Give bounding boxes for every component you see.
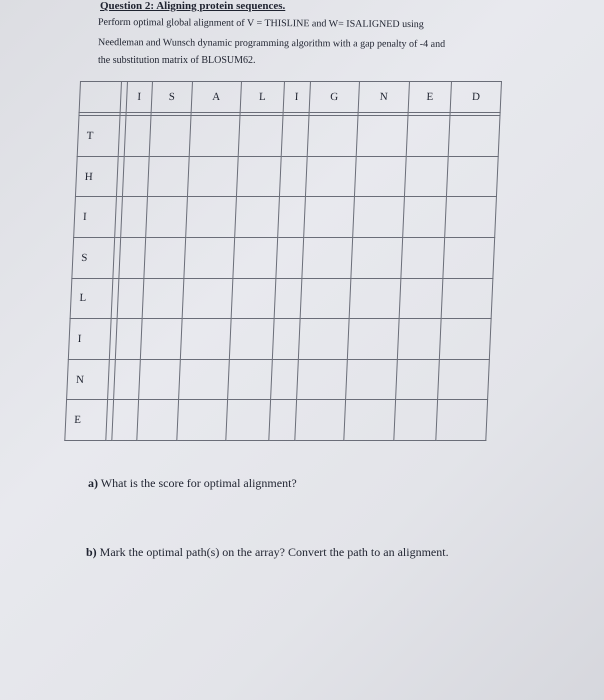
matrix-cell (185, 197, 236, 238)
question-line-2: Needleman and Wunsch dynamic programming algorithm with a gap penalty of -4 and (97, 37, 446, 50)
question-a (88, 476, 297, 491)
row-letter-cell (68, 319, 111, 360)
matrix-row (70, 278, 493, 319)
matrix-cell (124, 116, 152, 157)
matrix-cell (120, 197, 148, 238)
matrix-cell (187, 156, 238, 197)
row-letter: E (73, 414, 82, 427)
matrix-cell (271, 359, 299, 400)
matrix-cell (353, 197, 404, 238)
alignment-matrix (64, 81, 502, 441)
matrix-cell (139, 359, 180, 400)
matrix-cell (230, 319, 275, 360)
matrix-cell (395, 359, 440, 400)
row-letter-cell (70, 278, 113, 319)
row-letter-cell (72, 237, 115, 278)
matrix-row (67, 359, 490, 400)
matrix-cell (274, 278, 302, 319)
matrix-row (75, 156, 498, 197)
row-letter-cell (75, 156, 118, 197)
matrix-cell (445, 197, 496, 238)
column-letter: G (330, 91, 339, 103)
matrix-cell (142, 278, 183, 319)
matrix-cell (406, 116, 451, 157)
matrix-cell (237, 156, 282, 197)
column-letter-cell (191, 82, 242, 113)
column-letter: I (294, 91, 299, 103)
matrix-cell (305, 156, 356, 197)
matrix-cell (146, 197, 187, 238)
matrix-cell (349, 278, 400, 319)
matrix-cell (228, 359, 273, 400)
matrix-cell (150, 116, 191, 157)
matrix-corner-cell (79, 82, 121, 113)
question-line-1: Perform optimal global alignment of V = THISLINE and W= ISALIGNED using (97, 16, 424, 31)
matrix-cell (226, 400, 271, 441)
matrix-cell (144, 237, 185, 278)
matrix-cell (189, 116, 240, 157)
matrix-cell (402, 197, 447, 238)
matrix-cell (111, 400, 139, 441)
row-letter: T (86, 129, 94, 142)
matrix-cell (113, 359, 141, 400)
matrix-row (65, 400, 488, 441)
matrix-cell (300, 278, 351, 319)
matrix-cell (302, 237, 353, 278)
matrix-cell (182, 278, 233, 319)
matrix-cell (440, 319, 491, 360)
matrix-cell (184, 237, 235, 278)
matrix-cell (356, 116, 407, 157)
matrix-cell (278, 197, 306, 238)
row-letter-cell (65, 400, 108, 441)
matrix-cell (399, 278, 444, 319)
row-letter: L (79, 292, 87, 305)
matrix-cell (449, 116, 500, 157)
matrix-cell (115, 319, 143, 360)
matrix-cell (269, 400, 297, 441)
column-letter: S (168, 91, 176, 103)
matrix-row (72, 237, 495, 278)
matrix-cell (118, 237, 146, 278)
column-letter: N (379, 91, 389, 103)
matrix-cell (447, 156, 498, 197)
matrix-cell (233, 237, 278, 278)
matrix-cell (442, 278, 493, 319)
column-letter: A (212, 91, 221, 103)
matrix-cell (141, 319, 182, 360)
matrix-header-row (79, 82, 501, 113)
column-letter-cell (408, 82, 452, 113)
column-letter-cell (283, 82, 310, 113)
matrix-cell (394, 400, 439, 441)
column-letter: L (258, 91, 266, 103)
question-b-label: b) (86, 545, 97, 559)
question-title: Question 2: Aligning protein sequences. (100, 0, 286, 12)
matrix-cell (307, 116, 358, 157)
matrix-cell (443, 237, 494, 278)
matrix-cell (404, 156, 449, 197)
row-letter-cell (74, 197, 117, 238)
matrix-cell (180, 319, 231, 360)
matrix-row (77, 116, 500, 157)
matrix-cell (281, 116, 309, 157)
matrix-cell (148, 156, 189, 197)
row-letter: S (81, 251, 88, 264)
matrix-cell (401, 237, 446, 278)
matrix-cell (295, 400, 346, 441)
question-line-3: the substitution matrix of BLOSUM62. (98, 55, 256, 66)
matrix-cell (276, 237, 304, 278)
question-b (86, 545, 449, 560)
question-a-text: What is the score for optimal alignment? (100, 476, 297, 490)
matrix-cell (122, 156, 150, 197)
matrix-cell (438, 359, 489, 400)
matrix-cell (177, 400, 228, 441)
matrix-cell (296, 359, 347, 400)
matrix-cell (355, 156, 406, 197)
matrix-cell (272, 319, 300, 360)
row-letter: I (77, 332, 82, 345)
column-letter-cell (151, 82, 192, 113)
question-b-text: Mark the optimal path(s) on the array? Convert the path to an alignment. (99, 545, 449, 559)
row-letter-cell (67, 359, 110, 400)
column-letter-cell (309, 82, 360, 113)
matrix-cell (298, 319, 349, 360)
matrix-cell (137, 400, 178, 441)
matrix-cell (344, 400, 395, 441)
matrix-cell (238, 116, 283, 157)
question-a-label: a) (88, 476, 98, 490)
matrix-row (68, 319, 491, 360)
matrix-cell (346, 359, 397, 400)
column-letter: D (471, 91, 481, 103)
row-letter-cell (77, 116, 120, 157)
matrix-cell (279, 156, 307, 197)
column-letter: E (426, 91, 434, 103)
column-letter-cell (451, 82, 502, 113)
matrix-cell (235, 197, 280, 238)
matrix-cell (178, 359, 229, 400)
matrix-cell (303, 197, 354, 238)
row-letter: I (82, 211, 87, 224)
matrix-cell (348, 319, 399, 360)
row-letter: N (75, 373, 85, 386)
matrix-row (74, 197, 497, 238)
column-letter-cell (240, 82, 284, 113)
column-letter-cell (126, 82, 153, 113)
matrix-cell (397, 319, 442, 360)
column-letter-cell (358, 82, 409, 113)
matrix-cell (351, 237, 402, 278)
row-letter: H (84, 170, 94, 183)
matrix-cell (231, 278, 276, 319)
matrix-cell (436, 400, 487, 441)
matrix-cell (117, 278, 145, 319)
column-letter: I (137, 91, 142, 103)
